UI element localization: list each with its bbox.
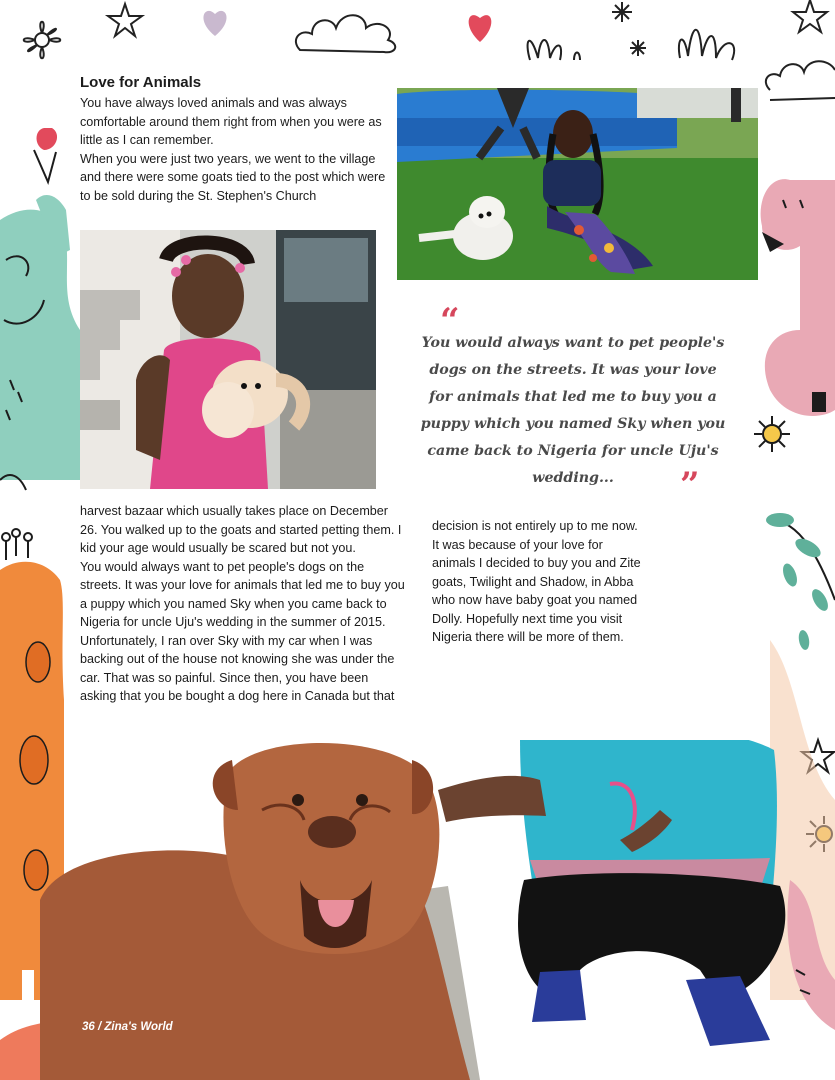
body-text-column-right xyxy=(432,517,646,647)
heart-icon xyxy=(203,11,226,36)
cloud-icon xyxy=(766,61,835,90)
leaf-icon xyxy=(766,513,835,651)
star-icon xyxy=(108,4,142,36)
article-title: Love for Animals xyxy=(80,74,202,91)
leaf-icon xyxy=(34,150,56,182)
photo-girl-with-dog-on-grass xyxy=(397,88,758,280)
intro-paragraph-1: You have always loved animals and was always comfortable around them right from when you were as little as I can remember. xyxy=(80,96,382,147)
star-icon xyxy=(793,0,827,32)
page-footer: 36 / Zina's World xyxy=(82,1021,173,1033)
star-icon xyxy=(612,2,632,22)
quote-open-mark: “ xyxy=(440,301,460,341)
grass-icon xyxy=(679,30,734,60)
body-paragraph-3: decision is not entirely up to me now. It was because of your love for animals I decided to buy you and Zite goats, Twilight and Shadow, in Abba who now have baby goat you named Dolly. Hopefully next time you visit Nigeria there will be more of them. xyxy=(432,519,641,644)
intro-paragraph-2: When you were just two years, we went to the village and there were some goats tied to the post which were to be sold during the St. Stephen's Church xyxy=(80,151,386,203)
body-text-column-left xyxy=(80,502,408,706)
flower-icon xyxy=(37,128,58,150)
body-paragraph-1: harvest bazaar which usually takes place on December 26. You walked up to the goats and started petting them. I kid your age would usually be scared but not you. xyxy=(80,504,402,555)
pull-quote: You would always want to pet people's dogs on the streets. It was your love for animals that led me to buy you a puppy which you named Sky when you came back to Nigeria for uncle Uju's wedding... xyxy=(420,335,726,486)
decorative-line xyxy=(770,98,835,100)
intro-text-column xyxy=(80,94,390,205)
elephant-icon xyxy=(0,195,80,480)
star-icon xyxy=(630,40,646,56)
cloud-icon xyxy=(296,15,395,52)
flower-icon xyxy=(24,22,61,59)
heart-icon xyxy=(469,15,492,42)
quote-close-mark: ” xyxy=(680,465,700,505)
flamingo-icon xyxy=(761,179,835,416)
flower-icon xyxy=(754,416,790,452)
grass-icon xyxy=(528,40,580,60)
photo-toddler-with-puppy xyxy=(80,230,376,489)
body-paragraph-2: You would always want to pet people's dogs on the streets. It was your love for animals that led me to buy you a puppy which you named Sky when you came back to Nigeria for uncle Uju's wedding in the summer of 2015. Unfortunately, I ran over Sky with my car when I was backing out of the house not knowing she was under the car. That was so painful. Since then, you have been asking that you be bought a dog here in Canada but that xyxy=(80,559,405,703)
